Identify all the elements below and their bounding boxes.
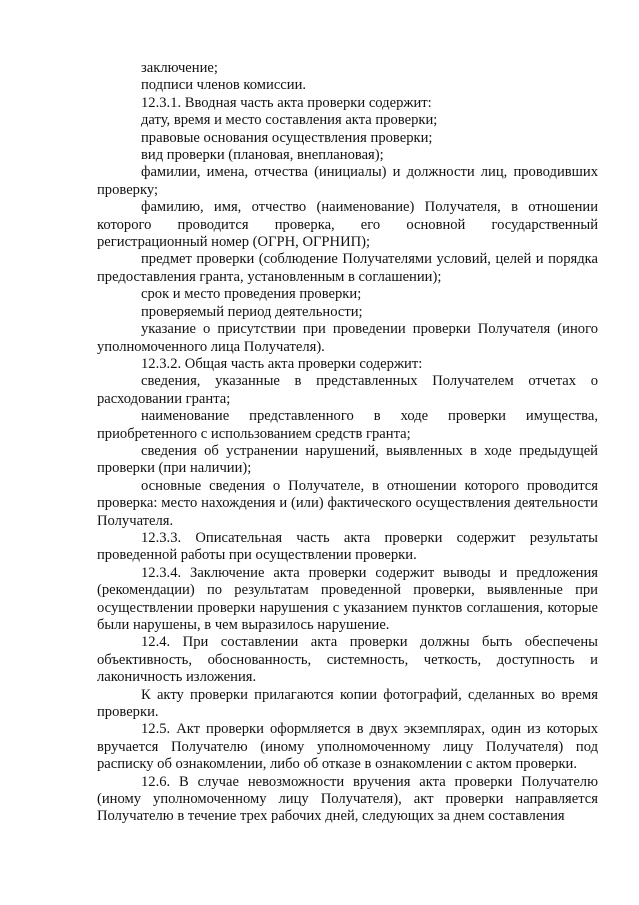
paragraph: К акту проверки прилагаются копии фотографий, сделанных во время проверки. bbox=[97, 686, 598, 721]
paragraph: основные сведения о Получателе, в отношении которого проводится проверка: место нахождения и (или) фактического осуществления деятельности Получателя. bbox=[97, 477, 598, 529]
paragraph: наименование представленного в ходе проверки имущества, приобретенного с использованием средств гранта; bbox=[97, 408, 598, 442]
paragraph: подписи членов комиссии. bbox=[141, 77, 307, 94]
paragraph: дату, время и место составления акта проверки; bbox=[141, 112, 438, 129]
paragraph: 12.6. В случае невозможности вручения акта проверки Получателю (иному уполномоченному лицу Получателя), акт проверки направляется Получателю в течение трех рабочих дней, следующих за днем составления bbox=[97, 773, 598, 825]
paragraph: предмет проверки (соблюдение Получателями условий, целей и порядка предоставления гранта, установленным в соглашении); bbox=[97, 251, 598, 285]
paragraph: 12.3.4. Заключение акта проверки содержит выводы и предложения (рекомендации) по результатам проведенной проверки, выявленные при осуществлении проверки нарушения с указанием пунктов соглашения, которые были нарушены, в чем выразилось нарушение. bbox=[97, 564, 598, 633]
paragraph: фамилии, имена, отчества (инициалы) и должности лиц, проводивших проверку; bbox=[97, 164, 598, 198]
paragraph: фамилию, имя, отчество (наименование) Получателя, в отношении которого проводится проверка, его основной государственный регистрационный номер (ОГРН, ОГРНИП); bbox=[97, 199, 598, 251]
document-page bbox=[97, 60, 598, 826]
paragraph: 12.3.3. Описательная часть акта проверки содержит результаты проведенной работы при осуществлении проверки. bbox=[97, 529, 598, 564]
paragraph: 12.3.2. Общая часть акта проверки содержит: bbox=[141, 355, 423, 372]
paragraph: сведения, указанные в представленных Получателем отчетах о расходовании гранта; bbox=[97, 373, 598, 407]
paragraph: вид проверки (плановая, внеплановая); bbox=[141, 147, 384, 164]
paragraph: правовые основания осуществления проверки; bbox=[141, 129, 433, 146]
paragraph: 12.5. Акт проверки оформляется в двух экземплярах, один из которых вручается Получателю (иному уполномоченному лицу Получателя) под расписку об ознакомлении, либо об отказе в ознакомлении с актом проверки. bbox=[97, 721, 598, 773]
paragraph: заключение; bbox=[141, 60, 218, 76]
paragraph: 12.3.1. Вводная часть акта проверки содержит: bbox=[141, 94, 432, 111]
paragraph: указание о присутствии при проведении проверки Получателя (иного уполномоченного лица Получателя). bbox=[97, 321, 598, 355]
paragraph: сведения об устранении нарушений, выявленных в ходе предыдущей проверки (при наличии); bbox=[97, 442, 598, 477]
paragraph: срок и место проведения проверки; bbox=[141, 286, 362, 303]
paragraph: проверяемый период деятельности; bbox=[141, 303, 363, 320]
paragraph: 12.4. При составлении акта проверки должны быть обеспечены объективность, обоснованность, системность, четкость, доступность и лаконичность изложения. bbox=[97, 634, 598, 686]
